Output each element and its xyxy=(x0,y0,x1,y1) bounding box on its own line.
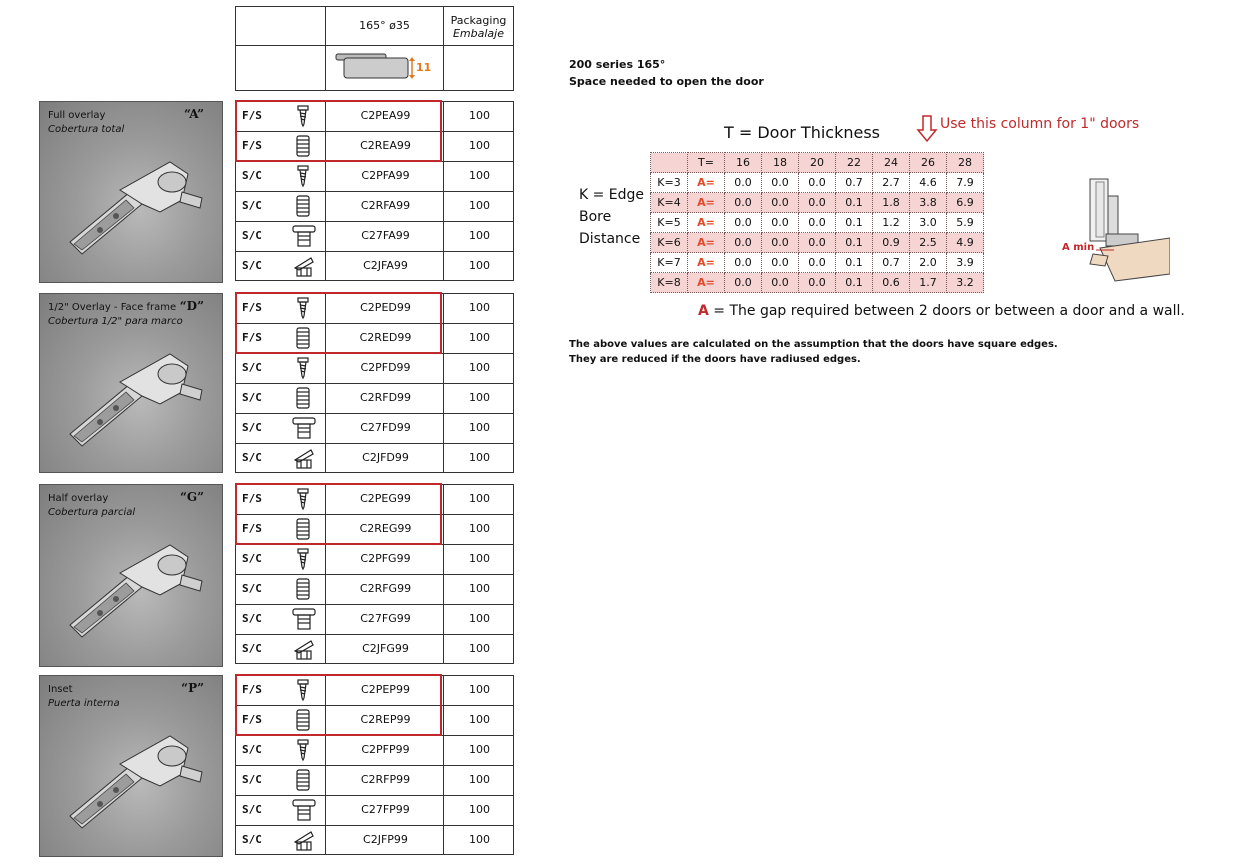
thickness-value: 18 xyxy=(762,153,799,173)
press-fit-icon xyxy=(291,828,317,856)
k-value: K=6 xyxy=(651,233,688,253)
gap-value: 1.8 xyxy=(873,193,910,213)
gap-table xyxy=(650,152,984,293)
part-code: C2PEA99 xyxy=(360,109,411,122)
mount-type: S/C xyxy=(242,391,262,404)
hinge-photo-card xyxy=(39,293,223,473)
gap-table-header xyxy=(651,153,984,173)
a-label: A= xyxy=(688,233,725,253)
mount-type: S/C xyxy=(242,833,262,846)
part-code: C2PEP99 xyxy=(361,683,410,696)
mount-type: S/C xyxy=(242,229,262,242)
gap-value: 0.0 xyxy=(799,213,836,233)
gap-value: 3.8 xyxy=(910,193,947,213)
package-qty: 100 xyxy=(469,421,490,434)
package-qty: 100 xyxy=(469,612,490,625)
mount-type: S/C xyxy=(242,582,262,595)
gap-value: 0.0 xyxy=(799,173,836,193)
table-row xyxy=(235,765,514,795)
gap-value: 0.0 xyxy=(725,173,762,193)
gap-table-row xyxy=(651,233,984,253)
part-code: C2JFA99 xyxy=(363,259,408,272)
gap-value: 4.9 xyxy=(947,233,984,253)
part-code: C27FD99 xyxy=(360,421,411,434)
table-row xyxy=(235,604,514,634)
gap-value: 0.0 xyxy=(799,233,836,253)
overlay-name: 1/2" Overlay - Face frame xyxy=(48,302,177,313)
highlight-box xyxy=(235,100,442,162)
gap-value: 0.7 xyxy=(836,173,873,193)
mount-type: S/C xyxy=(242,642,262,655)
gap-value: 0.1 xyxy=(836,213,873,233)
table-row xyxy=(235,544,514,574)
package-qty: 100 xyxy=(469,169,490,182)
hinge-photo-card xyxy=(39,484,223,667)
thickness-value: 24 xyxy=(873,153,910,173)
part-code: C2PFA99 xyxy=(361,169,410,182)
mount-type: S/C xyxy=(242,773,262,786)
part-code: C2PED99 xyxy=(360,301,411,314)
part-code: C2RFP99 xyxy=(360,773,411,786)
k-value: K=4 xyxy=(651,193,688,213)
mount-type: F/S xyxy=(242,139,262,152)
gap-value: 0.0 xyxy=(725,213,762,233)
gap-value: 0.0 xyxy=(799,193,836,213)
k-value: K=8 xyxy=(651,273,688,293)
assumption-note-2: They are reduced if the doors have radiused edges. xyxy=(569,354,861,365)
part-code: C2RFA99 xyxy=(360,199,411,212)
gap-value: 5.9 xyxy=(947,213,984,233)
screw-icon xyxy=(291,164,315,192)
package-qty: 100 xyxy=(469,803,490,816)
a-label: A= xyxy=(688,273,725,293)
part-code: C2RFD99 xyxy=(359,391,412,404)
table-row xyxy=(235,735,514,765)
header-blank-cell-2 xyxy=(235,45,326,91)
part-code: C2PEG99 xyxy=(360,492,411,505)
k-label-2: Bore xyxy=(579,209,612,225)
gap-text: = The gap required between 2 doors or between a door and a wall. xyxy=(708,303,1185,319)
screw-icon xyxy=(291,738,315,766)
package-qty: 100 xyxy=(469,259,490,272)
gap-table-row xyxy=(651,193,984,213)
door-gap-diagram xyxy=(1060,176,1170,286)
gap-value: 0.0 xyxy=(725,253,762,273)
thickness-value: 28 xyxy=(947,153,984,173)
mount-type: F/S xyxy=(242,713,262,726)
gap-value: 1.2 xyxy=(873,213,910,233)
package-qty: 100 xyxy=(469,522,490,535)
use-column-note: Use this column for 1" doors xyxy=(940,116,1140,132)
k-label-1: K = Edge xyxy=(579,187,645,203)
header-packaging-es: Embalaje xyxy=(452,27,504,40)
mount-type: F/S xyxy=(242,109,262,122)
k-value: K=5 xyxy=(651,213,688,233)
screw-icon xyxy=(291,547,315,575)
mount-type: F/S xyxy=(242,522,262,535)
gap-table-row xyxy=(651,273,984,293)
table-row xyxy=(235,353,514,383)
part-code: C2JFG99 xyxy=(362,642,409,655)
gap-value: 0.7 xyxy=(873,253,910,273)
a-label: A= xyxy=(688,193,725,213)
package-qty: 100 xyxy=(469,642,490,655)
overlay-code: “A” xyxy=(183,107,204,121)
gap-value: 0.0 xyxy=(799,253,836,273)
package-qty: 100 xyxy=(469,301,490,314)
overlay-name-es: Cobertura parcial xyxy=(48,507,136,518)
overlay-name-es: Cobertura total xyxy=(48,124,125,135)
header-angle-cell xyxy=(325,6,444,46)
table-row xyxy=(235,795,514,825)
part-code: C2RED99 xyxy=(359,331,412,344)
hinge-photo-card xyxy=(39,675,223,857)
dowel-icon xyxy=(291,577,315,605)
thickness-value: 16 xyxy=(725,153,762,173)
cup-depth-label: 11 xyxy=(416,61,432,74)
gap-value: 0.0 xyxy=(762,173,799,193)
overlay-name: Half overlay xyxy=(48,493,109,504)
gap-table-row xyxy=(651,173,984,193)
table-row xyxy=(235,161,514,191)
expansion-dowel-icon xyxy=(291,224,317,252)
dowel-icon xyxy=(291,768,315,796)
gap-value: 7.9 xyxy=(947,173,984,193)
overlay-code: “D” xyxy=(179,299,204,313)
package-qty: 100 xyxy=(469,713,490,726)
package-qty: 100 xyxy=(469,773,490,786)
highlight-box xyxy=(235,292,442,354)
part-code: C2RFG99 xyxy=(359,582,412,595)
press-fit-icon xyxy=(291,637,317,665)
package-qty: 100 xyxy=(469,451,490,464)
expansion-dowel-icon xyxy=(291,416,317,444)
a-label: A= xyxy=(688,213,725,233)
gap-table-row xyxy=(651,253,984,273)
k-label-3: Distance xyxy=(579,231,641,247)
k-value: K=7 xyxy=(651,253,688,273)
table-row xyxy=(235,191,514,221)
header-packaging: Packaging xyxy=(450,14,507,27)
header-blank-cell xyxy=(235,6,326,46)
package-qty: 100 xyxy=(469,833,490,846)
header-blank-cell-3 xyxy=(443,45,514,91)
part-code: C27FG99 xyxy=(360,612,411,625)
mount-type: F/S xyxy=(242,331,262,344)
a-label: A= xyxy=(688,253,725,273)
dowel-icon xyxy=(291,194,315,222)
gap-value: 0.0 xyxy=(762,253,799,273)
overlay-name: Inset xyxy=(48,684,73,695)
mount-type: S/C xyxy=(242,803,262,816)
mount-type: S/C xyxy=(242,199,262,212)
part-code: C2PFG99 xyxy=(360,552,411,565)
gap-value: 2.5 xyxy=(910,233,947,253)
table-row xyxy=(235,221,514,251)
gap-value: 0.0 xyxy=(762,233,799,253)
press-fit-icon xyxy=(291,446,317,474)
gap-value: 3.0 xyxy=(910,213,947,233)
expansion-dowel-icon xyxy=(291,798,317,826)
package-qty: 100 xyxy=(469,229,490,242)
gap-value: 0.1 xyxy=(836,193,873,213)
mount-type: S/C xyxy=(242,552,262,565)
package-qty: 100 xyxy=(469,492,490,505)
package-qty: 100 xyxy=(469,391,490,404)
highlight-box xyxy=(235,483,442,545)
gap-value: 0.1 xyxy=(836,233,873,253)
gap-value: 0.0 xyxy=(725,233,762,253)
gap-value: 3.2 xyxy=(947,273,984,293)
gap-value: 0.0 xyxy=(762,193,799,213)
header-cup-cell xyxy=(325,45,444,91)
thickness-value: 20 xyxy=(799,153,836,173)
package-qty: 100 xyxy=(469,109,490,122)
part-code: C2JFD99 xyxy=(362,451,409,464)
gap-value: 2.7 xyxy=(873,173,910,193)
gap-value: 0.0 xyxy=(762,213,799,233)
series-subtitle: Space needed to open the door xyxy=(569,75,764,88)
overlay-name-es: Puerta interna xyxy=(48,698,120,709)
overlay-code: “P” xyxy=(181,681,204,695)
gap-value: 0.9 xyxy=(873,233,910,253)
press-fit-icon xyxy=(291,254,317,282)
gap-letter: A xyxy=(698,303,709,319)
part-code: C27FP99 xyxy=(361,803,410,816)
package-qty: 100 xyxy=(469,139,490,152)
mount-type: S/C xyxy=(242,421,262,434)
gap-value: 0.1 xyxy=(836,273,873,293)
hinge-photo-card xyxy=(39,101,223,283)
overlay-name: Full overlay xyxy=(48,110,106,121)
table-row xyxy=(235,251,514,281)
down-arrow-icon xyxy=(916,114,938,144)
hinge-cup-icon xyxy=(334,52,424,86)
series-title: 200 series 165° xyxy=(569,58,666,71)
header-packaging-cell xyxy=(443,6,514,46)
part-code: C2REP99 xyxy=(360,713,411,726)
gap-value: 0.1 xyxy=(836,253,873,273)
gap-value: 0.0 xyxy=(762,273,799,293)
mount-type: S/C xyxy=(242,743,262,756)
gap-value: 1.7 xyxy=(910,273,947,293)
mount-type: S/C xyxy=(242,169,262,182)
highlight-box xyxy=(235,674,442,736)
part-code: C2PFD99 xyxy=(360,361,411,374)
screw-icon xyxy=(291,356,315,384)
part-code: C27FA99 xyxy=(361,229,410,242)
gap-explanation xyxy=(698,303,1185,319)
mount-type: F/S xyxy=(242,492,262,505)
table-row xyxy=(235,574,514,604)
part-code: C2JFP99 xyxy=(363,833,408,846)
k-header xyxy=(651,153,688,173)
header-angle: 165° ø35 xyxy=(359,19,410,32)
thickness-value: 22 xyxy=(836,153,873,173)
package-qty: 100 xyxy=(469,743,490,756)
mount-type: S/C xyxy=(242,361,262,374)
package-qty: 100 xyxy=(469,552,490,565)
package-qty: 100 xyxy=(469,331,490,344)
table-row xyxy=(235,443,514,473)
part-code: C2REA99 xyxy=(360,139,411,152)
mount-type: F/S xyxy=(242,683,262,696)
part-code: C2PFP99 xyxy=(361,743,410,756)
dowel-icon xyxy=(291,386,315,414)
assumption-note-1: The above values are calculated on the assumption that the doors have square edges. xyxy=(569,339,1058,350)
table-row xyxy=(235,383,514,413)
table-row xyxy=(235,413,514,443)
gap-value: 6.9 xyxy=(947,193,984,213)
gap-value: 0.0 xyxy=(799,273,836,293)
thickness-value: 26 xyxy=(910,153,947,173)
expansion-dowel-icon xyxy=(291,607,317,635)
gap-value: 0.0 xyxy=(725,193,762,213)
door-thickness-label: T = Door Thickness xyxy=(724,123,880,142)
table-row xyxy=(235,634,514,664)
gap-value: 4.6 xyxy=(910,173,947,193)
gap-table-row xyxy=(651,213,984,233)
mount-type: F/S xyxy=(242,301,262,314)
gap-value: 3.9 xyxy=(947,253,984,273)
k-value: K=3 xyxy=(651,173,688,193)
overlay-name-es: Cobertura 1/2" para marco xyxy=(48,316,183,327)
t-label: T= xyxy=(688,153,725,173)
package-qty: 100 xyxy=(469,683,490,696)
mount-type: S/C xyxy=(242,612,262,625)
gap-value: 0.0 xyxy=(725,273,762,293)
part-code: C2REG99 xyxy=(359,522,412,535)
mount-type: S/C xyxy=(242,451,262,464)
a-label: A= xyxy=(688,173,725,193)
gap-value: 0.6 xyxy=(873,273,910,293)
mount-type: S/C xyxy=(242,259,262,272)
package-qty: 100 xyxy=(469,199,490,212)
overlay-code: “G” xyxy=(179,490,204,504)
a-min-label: A min xyxy=(1062,242,1095,253)
gap-value: 2.0 xyxy=(910,253,947,273)
package-qty: 100 xyxy=(469,582,490,595)
package-qty: 100 xyxy=(469,361,490,374)
table-row xyxy=(235,825,514,855)
